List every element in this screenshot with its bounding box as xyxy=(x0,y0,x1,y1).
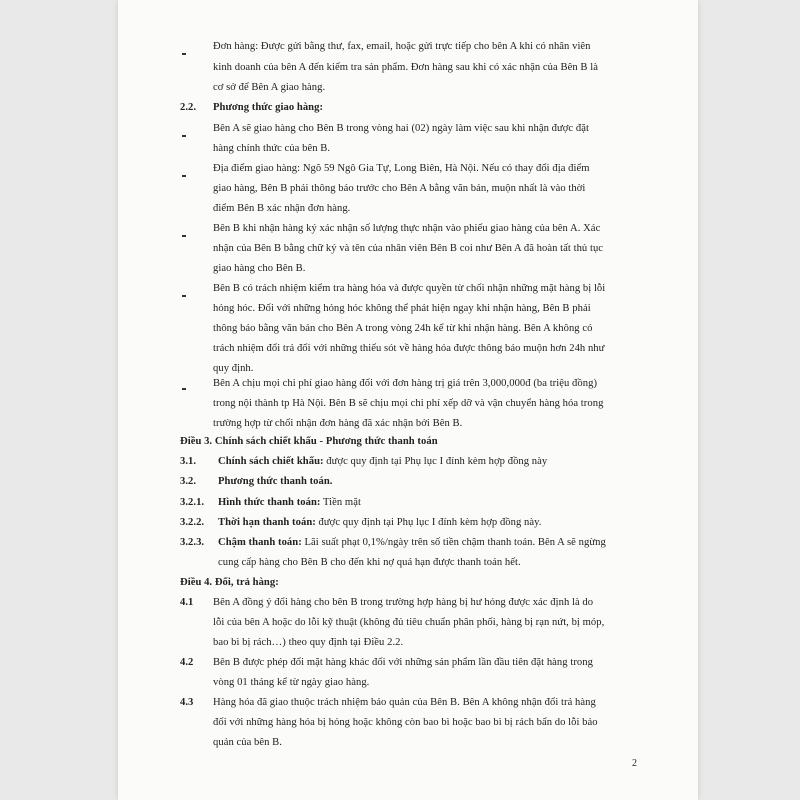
paragraph-line: Địa điểm giao hàng: Ngõ 59 Ngô Gia Tự, Long Biên, Hà Nội. Nếu có thay đổi địa điểm xyxy=(213,163,590,174)
inline-label: Thời hạn thanh toán: xyxy=(218,517,316,528)
paragraph-line: trong nội thành tp Hà Nội. Bên B sẽ chịu mọi chi phí xếp dỡ và vận chuyển hàng hóa trong xyxy=(213,398,604,409)
paragraph-line: Bên B khi nhận hàng ký xác nhận số lượng thực nhận vào phiếu giao hàng của bên A. Xác xyxy=(213,223,601,234)
bullet-mark xyxy=(182,135,186,137)
inline-text: được quy định tại Phụ lục I đính kèm hợp đồng này xyxy=(323,456,548,467)
paragraph-line: Đơn hàng: Được gửi bằng thư, fax, email, hoặc gửi trực tiếp cho bên A khi có nhân viên xyxy=(213,41,591,52)
paragraph-line: Bên A đồng ý đổi hàng cho bên B trong trường hợp hàng bị hư hỏng được xác định là do xyxy=(213,597,594,608)
paragraph-line xyxy=(218,496,361,510)
inline-label: Chính sách chiết khấu: xyxy=(218,456,324,467)
paragraph-line: kinh doanh của bên A đến kiểm tra sản phẩm. Đơn hàng sau khi có xác nhận của Bên B là xyxy=(213,62,598,73)
paragraph-line: Bên A chịu mọi chi phí giao hàng đối với đơn hàng trị giá trên 3,000,000đ (ba triệu đồng) xyxy=(213,378,598,389)
paragraph-line: trách nhiệm đổi trả đối với những thiếu sót về hàng hóa được thông báo muộn hơn 24h như xyxy=(213,343,605,354)
paragraph-line: lỗi của bên A hoặc do lỗi kỹ thuật (không đủ tiêu chuẩn phân phối, hàng bị rạn nứt, bị móp, xyxy=(213,617,605,628)
section-title: Phương thức giao hàng: xyxy=(213,102,324,113)
section-number: 3.2.3. xyxy=(180,537,205,548)
bullet-mark xyxy=(182,235,186,237)
inline-label: Hình thức thanh toán: xyxy=(218,497,321,508)
paragraph-line: Bên B có trách nhiệm kiểm tra hàng hóa và được quyền từ chối nhận những mặt hàng bị lỗi xyxy=(213,283,606,294)
bullet-mark xyxy=(182,388,186,390)
paragraph-line xyxy=(218,536,606,550)
document-page xyxy=(118,0,698,800)
paragraph-line: quy định. xyxy=(213,363,254,374)
section-number: 3.2.2. xyxy=(180,517,205,528)
paragraph-line: hỏng hóc. Đối với những hỏng hóc không thể phát hiện ngay khi nhận hàng, Bên B phải xyxy=(213,303,591,314)
article-heading: Điều 3. Chính sách chiết khấu - Phương thức thanh toán xyxy=(180,436,438,447)
section-number: 4.2 xyxy=(180,657,194,668)
section-number: 3.1. xyxy=(180,456,197,467)
section-number: 4.3 xyxy=(180,697,194,708)
paragraph-line: cung cấp hàng cho Bên B cho đến khi nợ quá hạn được thanh toán hết. xyxy=(218,557,521,568)
paragraph-line: giao hàng, Bên B phải thông báo trước cho Bên A bằng văn bản, muộn nhất là vào thời xyxy=(213,183,586,194)
paragraph-line: hàng chính thức của bên B. xyxy=(213,143,331,154)
bullet-mark xyxy=(182,175,186,177)
section-number: 3.2.1. xyxy=(180,497,205,508)
section-title: Phương thức thanh toán. xyxy=(218,476,333,487)
paragraph-line xyxy=(218,455,547,469)
paragraph-line: cơ sở để Bên A giao hàng. xyxy=(213,82,326,93)
bullet-mark xyxy=(182,295,186,297)
article-heading: Điều 4. Đổi, trả hàng: xyxy=(180,577,279,588)
paragraph-line: bao bì bị rách…) theo quy định tại Điều 2.2. xyxy=(213,637,404,648)
paragraph-line xyxy=(218,516,542,530)
bullet-mark xyxy=(182,53,186,55)
inline-text: Lãi suất phạt 0,1%/ngày trên số tiền chậm thanh toán. Bên A sẽ ngừng xyxy=(301,537,606,548)
paragraph-line: giao hàng cho Bên B. xyxy=(213,263,306,274)
section-number: 4.1 xyxy=(180,597,194,608)
paragraph-line: trường hợp từ chối nhận đơn hàng đã xác nhận bởi Bên B. xyxy=(213,418,463,429)
paragraph-line: điểm Bên B xác nhận đơn hàng. xyxy=(213,203,351,214)
paragraph-line: quản của bên B. xyxy=(213,737,282,748)
paragraph-line: thông báo bằng văn bản cho Bên A trong vòng 24h kể từ khi nhận hàng. Bên A không có xyxy=(213,323,593,334)
inline-text: Tiền mặt xyxy=(320,497,361,508)
section-number: 3.2. xyxy=(180,476,197,487)
paragraph-line: nhận của Bên B bằng chữ ký và tên của nhân viên Bên B coi như Bên A đã hoàn tất thủ tục xyxy=(213,243,604,254)
inline-text: được quy định tại Phụ lục I đính kèm hợp đồng này. xyxy=(315,517,542,528)
inline-label: Chậm thanh toán: xyxy=(218,537,302,548)
paragraph-line: Bên B được phép đổi mặt hàng khác đối với những sản phẩm lần đầu tiên đặt hàng trong xyxy=(213,657,593,668)
paragraph-line: Hàng hóa đã giao thuộc trách nhiệm bảo quản của Bên B. Bên A không nhận đổi trả hàng xyxy=(213,697,596,708)
section-number: 2.2. xyxy=(180,102,197,113)
page-number: 2 xyxy=(632,758,637,769)
paragraph-line: đối với những hàng hóa bị hỏng hoặc không còn bao bì hoặc bao bì bị rách bẩn do lỗi bảo xyxy=(213,717,598,728)
paragraph-line: Bên A sẽ giao hàng cho Bên B trong vòng hai (02) ngày làm việc sau khi nhận được đặt xyxy=(213,123,589,134)
paragraph-line: vòng 01 tháng kể từ ngày giao hàng. xyxy=(213,677,370,688)
